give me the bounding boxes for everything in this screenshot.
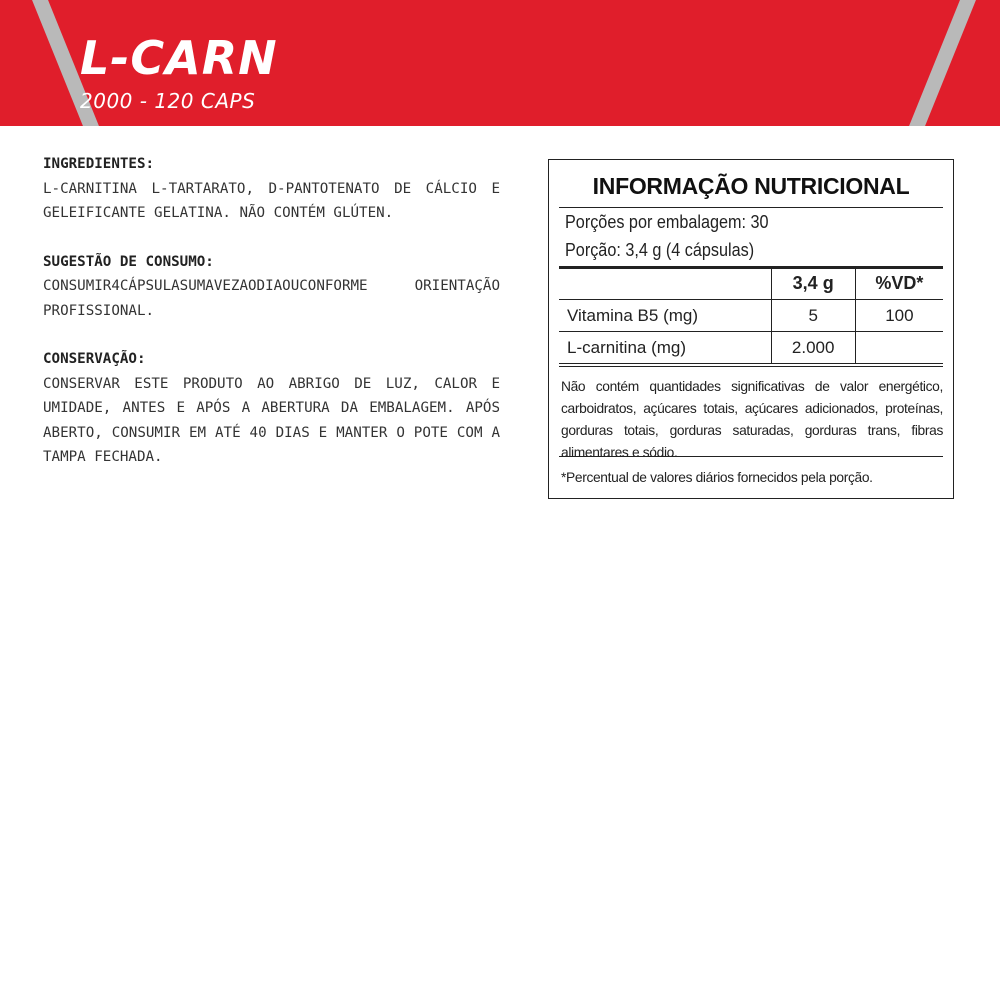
table-row <box>559 332 943 364</box>
usage-section <box>43 250 500 324</box>
header-name-cell <box>559 268 771 300</box>
product-title: L-CARN <box>80 31 278 85</box>
storage-text: CONSERVAR ESTE PRODUTO AO ABRIGO DE LUZ, CALOR E UMIDADE, ANTES E APÓS A ABERTURA DA EMBALAGEM. APÓS ABERTO, CONSUMIR EM ATÉ 40 DIAS E MANTER O POTE COM A TAMPA FECHADA. <box>43 375 500 465</box>
decorative-stripe-right <box>903 0 980 126</box>
storage-title: CONSERVAÇÃO: <box>43 351 146 367</box>
nutrient-dv: 100 <box>855 300 943 332</box>
ingredients-section <box>43 152 500 226</box>
nutrient-table <box>559 268 943 364</box>
header-quantity-cell: 3,4 g <box>771 268 855 300</box>
nutrient-dv <box>855 332 943 364</box>
table-row <box>559 300 943 332</box>
usage-title: SUGESTÃO DE CONSUMO: <box>43 253 214 270</box>
divider <box>559 207 943 208</box>
divider <box>559 456 943 457</box>
divider <box>559 366 943 367</box>
nutrient-name: L-carnitina (mg) <box>559 332 771 364</box>
nutrient-quantity: 5 <box>771 300 855 332</box>
nutrient-quantity: 2.000 <box>771 332 855 364</box>
usage-text: CONSUMIR4CÁPSULASUMAVEZAODIAOUCONFORME ORIENTAÇÃO PROFISSIONAL. <box>43 278 500 319</box>
nutrition-facts-panel <box>548 159 954 499</box>
servings-per-pack: Porções por embalagem: 30 <box>565 212 769 232</box>
header-banner <box>0 0 1000 126</box>
ingredients-title: INGREDIENTES: <box>43 156 155 172</box>
nutrition-title: INFORMAÇÃO NUTRICIONAL <box>592 173 910 199</box>
header-dv-cell: %VD* <box>855 268 943 300</box>
nutrition-footnote: *Percentual de valores diários fornecidos pela porção. <box>561 470 873 485</box>
product-info-column <box>43 152 500 494</box>
storage-section <box>43 347 500 470</box>
nutrition-note: Não contém quantidades significativas de valor energético, carboidratos, açúcares totais, açúcares adicionados, proteínas, gorduras totais, gorduras saturadas, gorduras trans, fibras alimentares e sódio. <box>561 379 943 460</box>
ingredients-text: L-CARNITINA L-TARTARATO, D-PANTOTENATO DE CÁLCIO E GELEIFICANTE GELATINA. NÃO CONTÉM GLÚTEN. <box>43 180 500 221</box>
product-subtitle: 2000 - 120 CAPS <box>80 89 256 113</box>
nutrient-name: Vitamina B5 (mg) <box>559 300 771 332</box>
table-header-row <box>559 268 943 300</box>
serving-size: Porção: 3,4 g (4 cápsulas) <box>565 240 755 260</box>
